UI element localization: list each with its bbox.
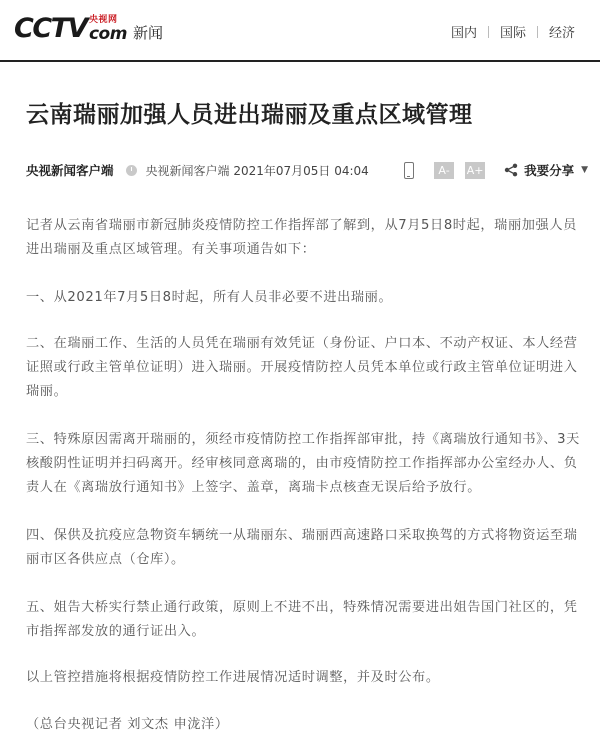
logo-cctv-text: CCTV — [14, 13, 87, 44]
reporter-credit: （总台央视记者 刘文杰 申泷洋） — [26, 717, 229, 732]
share-icon — [504, 163, 518, 177]
site-header — [0, 0, 600, 62]
share-button[interactable] — [504, 161, 588, 179]
logo-cn-text: 央视网 — [88, 14, 118, 25]
paragraph-2: 二、在瑞丽工作、生活的人员凭在瑞丽有效凭证（身份证、户口本、不动产权证、本人经营证照或行政主管单位证明）进入瑞丽。开展疫情防控人员凭本单位或行政主管单位证明进入瑞丽。 — [26, 336, 578, 399]
nav-item-international[interactable]: 国际 — [499, 26, 526, 41]
nav-item-economy[interactable]: 经济 — [548, 26, 575, 41]
article-meta-info: 央视新闻客户端 2021年07月05日 04:04 — [145, 163, 369, 178]
logo-news-text: 新闻 — [132, 23, 163, 42]
clock-icon — [126, 165, 137, 176]
top-nav — [440, 22, 586, 41]
paragraph-4: 四、保供及抗疫应急物资车辆统一从瑞丽东、瑞丽西高速路口采取换驾的方式将物资运至瑞丽市区各供应点（仓库）。 — [26, 528, 578, 567]
paragraph-1: 一、从2021年7月5日8时起，所有人员非必要不进出瑞丽。 — [26, 290, 393, 305]
logo-stack — [89, 16, 127, 43]
article-title: 云南瑞丽加强人员进出瑞丽及重点区域管理 — [26, 102, 473, 128]
article-source[interactable]: 央视新闻客户端 — [26, 163, 114, 178]
paragraph-5: 五、姐告大桥实行禁止通行政策，原则上不进不出，特殊情况需要进出姐告国门社区的，凭市指挥部发放的通行证出入。 — [26, 600, 578, 639]
mobile-icon[interactable] — [404, 162, 414, 179]
font-decrease-button[interactable]: A- — [434, 162, 454, 179]
article-meta-bar — [26, 157, 588, 183]
paragraph-3: 三、特殊原因需离开瑞丽的，须经市疫情防控工作指挥部审批，持《离瑞放行通知书》、3天核酸阴性证明并扫码离开。经审核同意离瑞的，由市疫情防控工作指挥部办公室经办人、负责人在《离瑞放行通知书》上签字、盖章，离瑞卡点核查无误后给予放行。 — [26, 432, 580, 495]
nav-item-domestic[interactable]: 国内 — [450, 26, 477, 41]
paragraph-intro: 记者从云南省瑞丽市新冠肺炎疫情防控工作指挥部了解到，从7月5日8时起，瑞丽加强人员进出瑞丽及重点区域管理。有关事项通告如下： — [26, 218, 577, 257]
paragraph-6: 以上管控措施将根据疫情防控工作进展情况适时调整，并及时公布。 — [26, 670, 440, 685]
share-label: 我要分享 — [524, 163, 575, 178]
font-increase-button[interactable]: A+ — [466, 163, 484, 177]
chevron-down-icon: ▼ — [581, 165, 588, 175]
article-tools — [404, 157, 588, 183]
cctv-logo[interactable] — [14, 12, 163, 46]
logo-com-text: com — [88, 23, 127, 44]
